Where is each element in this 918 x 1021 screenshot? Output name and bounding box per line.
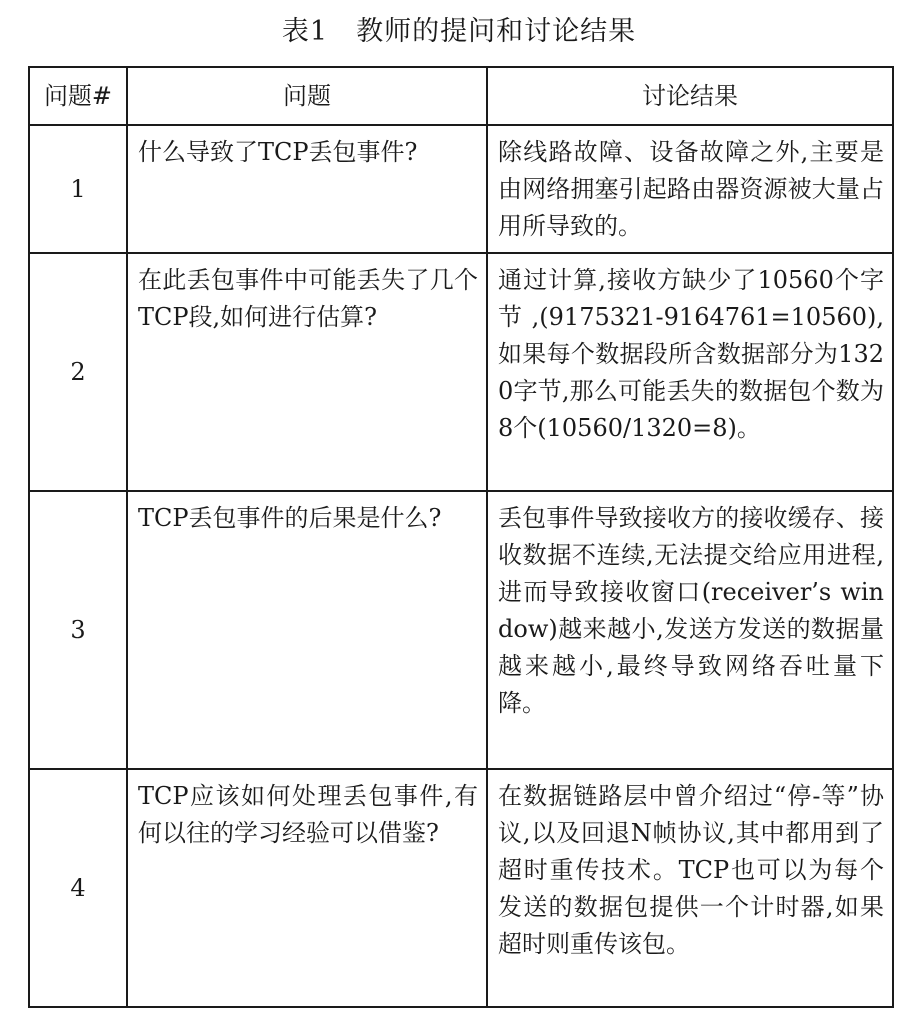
- table-row: [29, 253, 893, 491]
- table-number: 表1: [281, 16, 329, 47]
- result-cell: 通过计算,接收方缺少了10560个字节,(9175321-9164761=10560),如果每个数据段所含数据部分为1320字节,那么可能丢失的数据包个数为8个(10560/1320=8)。: [487, 253, 893, 491]
- header-question: 问题: [127, 67, 487, 125]
- question-cell: 在此丢包事件中可能丢失了几个TCP段,如何进行估算?: [127, 253, 487, 491]
- qa-table: [28, 66, 894, 1008]
- question-cell: TCP应该如何处理丢包事件,有何以往的学习经验可以借鉴?: [127, 769, 487, 1007]
- row-number: 1: [29, 125, 127, 253]
- question-cell: 什么导致了TCP丢包事件?: [127, 125, 487, 253]
- result-cell: 在数据链路层中曾介绍过“停-等”协议,以及回退N帧协议,其中都用到了超时重传技术。TCP也可以为每个发送的数据包提供一个计时器,如果超时则重传该包。: [487, 769, 893, 1007]
- table-row: [29, 491, 893, 769]
- result-cell: 除线路故障、设备故障之外,主要是由网络拥塞引起路由器资源被大量占用所导致的。: [487, 125, 893, 253]
- table-row: [29, 125, 893, 253]
- header-row: [29, 67, 893, 125]
- question-cell: TCP丢包事件的后果是什么?: [127, 491, 487, 769]
- row-number: 2: [29, 253, 127, 491]
- header-discussion-result: 讨论结果: [487, 67, 893, 125]
- header-question-number: 问题#: [29, 67, 127, 125]
- result-cell: 丢包事件导致接收方的接收缓存、接收数据不连续,无法提交给应用进程,进而导致接收窗口(receiver’s window)越来越小,发送方发送的数据量越来越小,最终导致网络吞吐量下降。: [487, 491, 893, 769]
- table-caption: [0, 14, 918, 50]
- table-title: 教师的提问和讨论结果: [356, 16, 637, 47]
- table-row: [29, 769, 893, 1007]
- row-number: 3: [29, 491, 127, 769]
- row-number: 4: [29, 769, 127, 1007]
